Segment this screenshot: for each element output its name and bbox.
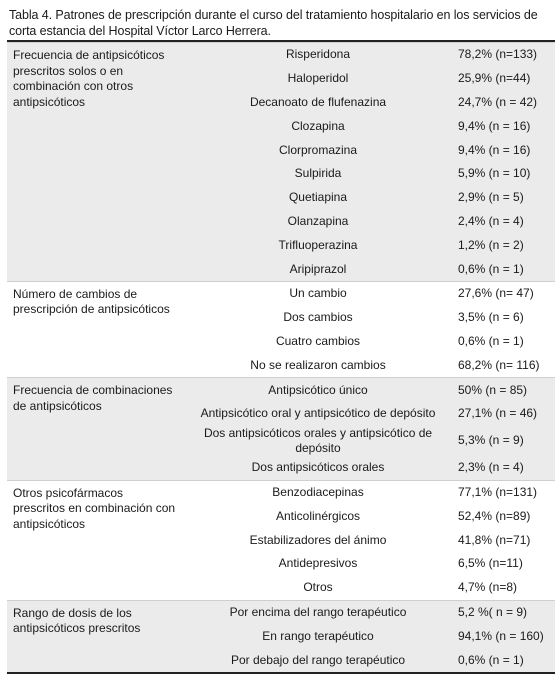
item-label: No se realizaron cambios	[183, 353, 453, 377]
group-prescription-changes	[7, 281, 555, 377]
item-label: Quetiapina	[183, 186, 453, 210]
table-row	[7, 480, 555, 504]
value-cell: 68,2% (n= 116)	[453, 353, 555, 377]
value-cell: 4,7% (n=8)	[453, 576, 555, 600]
item-label: En rango terapéutico	[183, 624, 453, 648]
group-dose-range	[7, 600, 555, 672]
item-label: Anticolinérgicos	[183, 504, 453, 528]
value-cell: 27,6% (n= 47)	[453, 281, 555, 305]
item-label: Antipsicótico único	[183, 378, 453, 402]
item-label: Estabilizadores del ánimo	[183, 528, 453, 552]
item-label: Haloperidol	[183, 67, 453, 91]
table-frame	[7, 40, 555, 674]
group-other-psychotropics	[7, 480, 555, 600]
item-label: Antipsicótico oral y antipsicótico de depósito	[183, 402, 453, 426]
category-label: Rango de dosis de los antipsicóticos prescritos	[7, 600, 183, 672]
value-cell: 5,2 %( n = 9)	[453, 600, 555, 624]
category-label: Otros psicofármacos prescritos en combinación con antipsicóticos	[7, 480, 183, 600]
value-cell: 77,1% (n=131)	[453, 480, 555, 504]
value-cell: 0,6% (n = 1)	[453, 330, 555, 354]
value-cell: 2,9% (n = 5)	[453, 186, 555, 210]
value-cell: 52,4% (n=89)	[453, 504, 555, 528]
table-row	[7, 43, 555, 67]
item-label: Dos antipsicóticos orales	[183, 456, 453, 480]
item-label: Antidepresivos	[183, 552, 453, 576]
value-cell: 2,3% (n = 4)	[453, 456, 555, 480]
item-label: Otros	[183, 576, 453, 600]
value-cell: 3,5% (n = 6)	[453, 306, 555, 330]
group-antipsychotic-frequency	[7, 43, 555, 282]
value-cell: 9,4% (n = 16)	[453, 114, 555, 138]
item-label: Dos cambios	[183, 306, 453, 330]
item-label: Por debajo del rango terapéutico	[183, 648, 453, 672]
value-cell: 6,5% (n=11)	[453, 552, 555, 576]
item-label: Olanzapina	[183, 210, 453, 234]
group-antipsychotic-combinations	[7, 378, 555, 480]
table-figure	[7, 0, 555, 674]
item-label: Decanoato de flufenazina	[183, 91, 453, 115]
item-label: Clorpromazina	[183, 138, 453, 162]
value-cell: 1,2% (n = 2)	[453, 233, 555, 257]
value-cell: 25,9% (n=44)	[453, 67, 555, 91]
table-row	[7, 281, 555, 305]
category-label: Frecuencia de combinaciones de antipsicóticos	[7, 378, 183, 480]
prescription-patterns-table	[7, 42, 555, 672]
value-cell: 0,6% (n = 1)	[453, 648, 555, 672]
table-row	[7, 600, 555, 624]
item-label: Trifluoperazina	[183, 233, 453, 257]
value-cell: 78,2% (n=133)	[453, 43, 555, 67]
value-cell: 41,8% (n=71)	[453, 528, 555, 552]
item-label: Dos antipsicóticos orales y antipsicótico de depósito	[183, 426, 453, 456]
item-label: Sulpirida	[183, 162, 453, 186]
item-label: Risperidona	[183, 43, 453, 67]
value-cell: 0,6% (n = 1)	[453, 257, 555, 281]
value-cell: 9,4% (n = 16)	[453, 138, 555, 162]
value-cell: 2,4% (n = 4)	[453, 210, 555, 234]
table-row	[7, 378, 555, 402]
value-cell: 50% (n = 85)	[453, 378, 555, 402]
item-label: Cuatro cambios	[183, 330, 453, 354]
item-label: Clozapina	[183, 114, 453, 138]
value-cell: 5,9% (n = 10)	[453, 162, 555, 186]
table-caption: Tabla 4. Patrones de prescripción durante el curso del tratamiento hospitalario en los servicios de corta estancia del Hospital Víctor Larco Herrera.	[9, 8, 538, 38]
category-label: Número de cambios de prescripción de antipsicóticos	[7, 281, 183, 377]
item-label: Por encima del rango terapéutico	[183, 600, 453, 624]
value-cell: 5,3% (n = 9)	[453, 426, 555, 456]
value-cell: 24,7% (n = 42)	[453, 91, 555, 115]
item-label: Aripiprazol	[183, 257, 453, 281]
item-label: Benzodiacepinas	[183, 480, 453, 504]
category-label: Frecuencia de antipsicóticos prescritos solos o en combinación con otros antipsicóticos	[7, 43, 183, 282]
item-label: Un cambio	[183, 281, 453, 305]
value-cell: 94,1% (n = 160)	[453, 624, 555, 648]
value-cell: 27,1% (n = 46)	[453, 402, 555, 426]
